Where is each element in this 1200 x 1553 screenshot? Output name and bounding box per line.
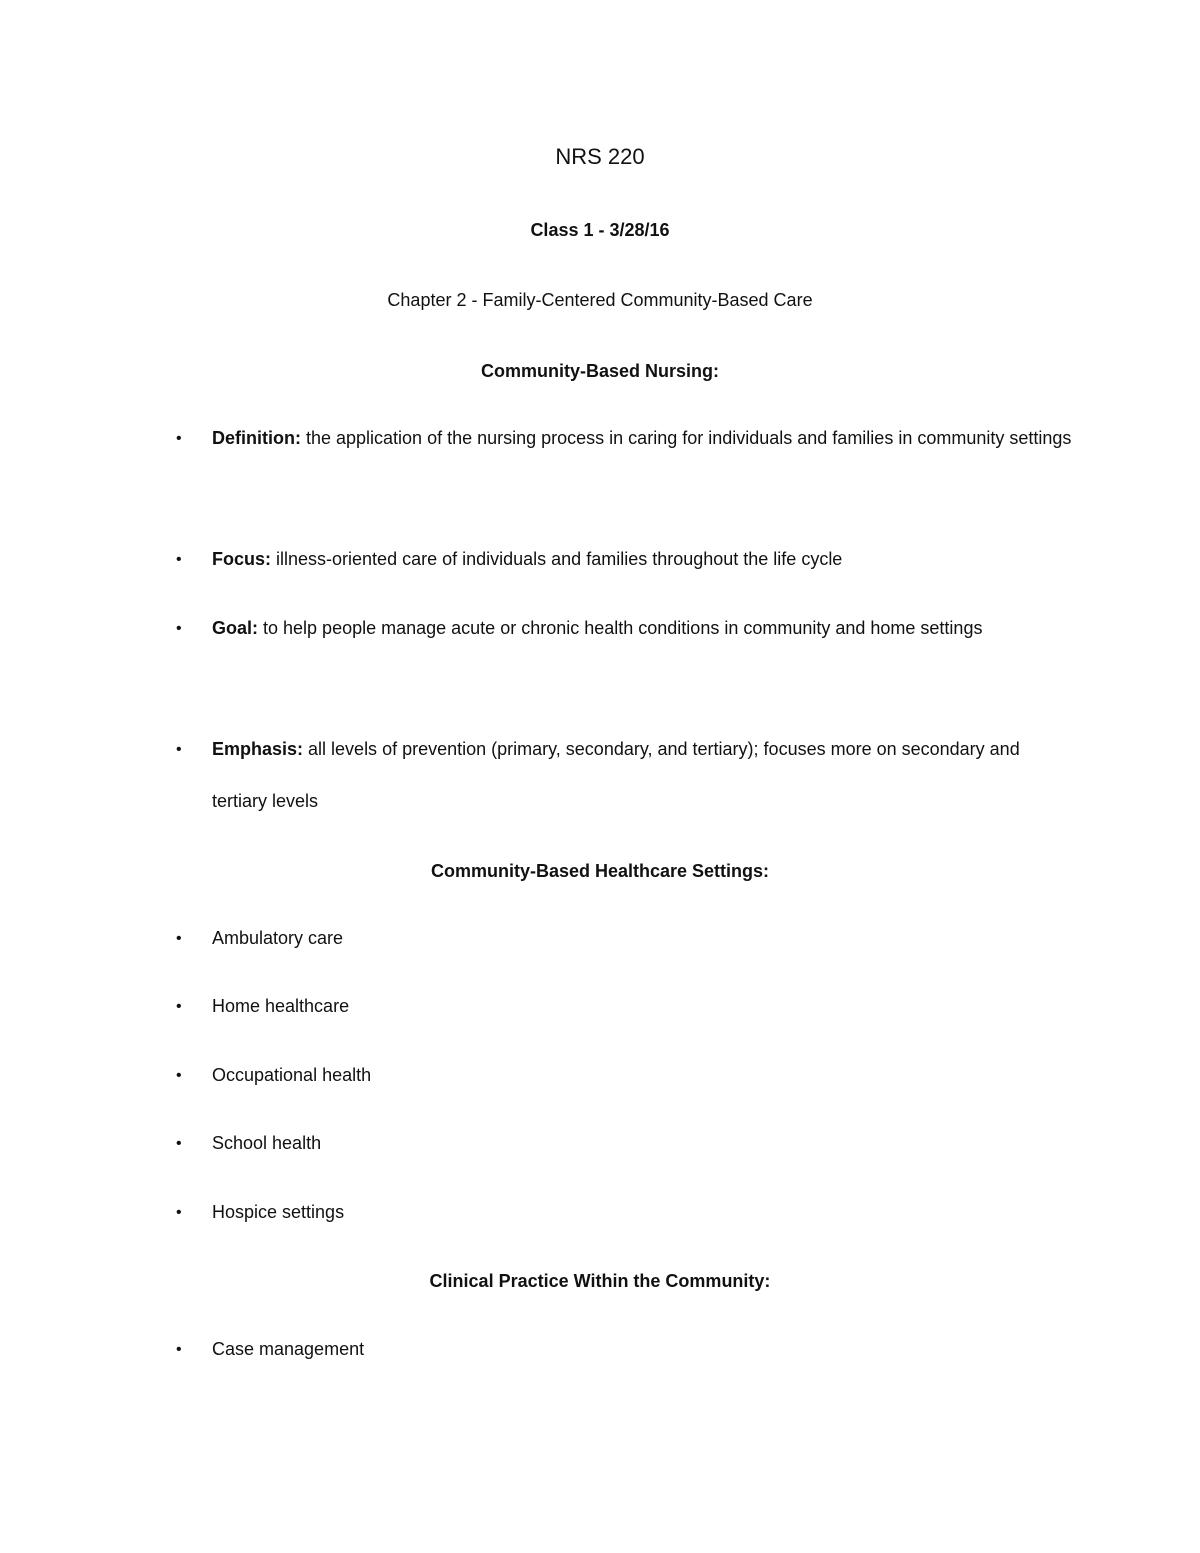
list-item-emphasis [212,723,1072,827]
list-item-goal [212,602,1072,654]
term-text: the application of the nursing process in caring for individuals and families in community settings [300,428,1072,448]
list-item: School health [212,1133,322,1153]
section-heading-healthcare-settings: Community-Based Healthcare Settings: [430,861,770,881]
list-item: Ambulatory care [212,928,344,948]
document-title: NRS 220 [555,144,645,169]
bullet-icon: • [176,551,182,568]
section-heading-community-based-nursing: Community-Based Nursing: [480,361,720,381]
term-label: Focus: [212,549,272,569]
list-item: Home healthcare [212,996,350,1016]
list-item-focus [212,533,1072,585]
bullet-icon: • [176,741,182,758]
bullet-icon: • [176,620,182,637]
term-label: Goal: [212,618,259,638]
term-text: all levels of prevention (primary, secondary, and tertiary); focuses more on secondary and tertiary levels [212,739,1020,811]
section-heading-clinical-practice: Clinical Practice Within the Community: [429,1271,771,1291]
bullet-icon: • [176,1341,182,1358]
bullet-icon: • [176,930,182,947]
term-label: Definition: [212,428,301,448]
term-label: Emphasis: [212,739,304,759]
bullet-icon: • [176,1067,182,1084]
term-text: illness-oriented care of individuals and families throughout the life cycle [271,549,843,569]
list-item: Occupational health [212,1065,372,1085]
list-item: Hospice settings [212,1202,345,1222]
bullet-icon: • [176,1135,182,1152]
list-item-definition [212,412,1072,464]
chapter-title: Chapter 2 - Family-Centered Community-Based Care [387,290,813,310]
term-text: to help people manage acute or chronic health conditions in community and home settings [258,618,983,638]
list-item: Case management [212,1339,365,1359]
bullet-icon: • [176,998,182,1015]
bullet-icon: • [176,430,182,447]
class-date-line: Class 1 - 3/28/16 [530,220,670,240]
bullet-icon: • [176,1204,182,1221]
